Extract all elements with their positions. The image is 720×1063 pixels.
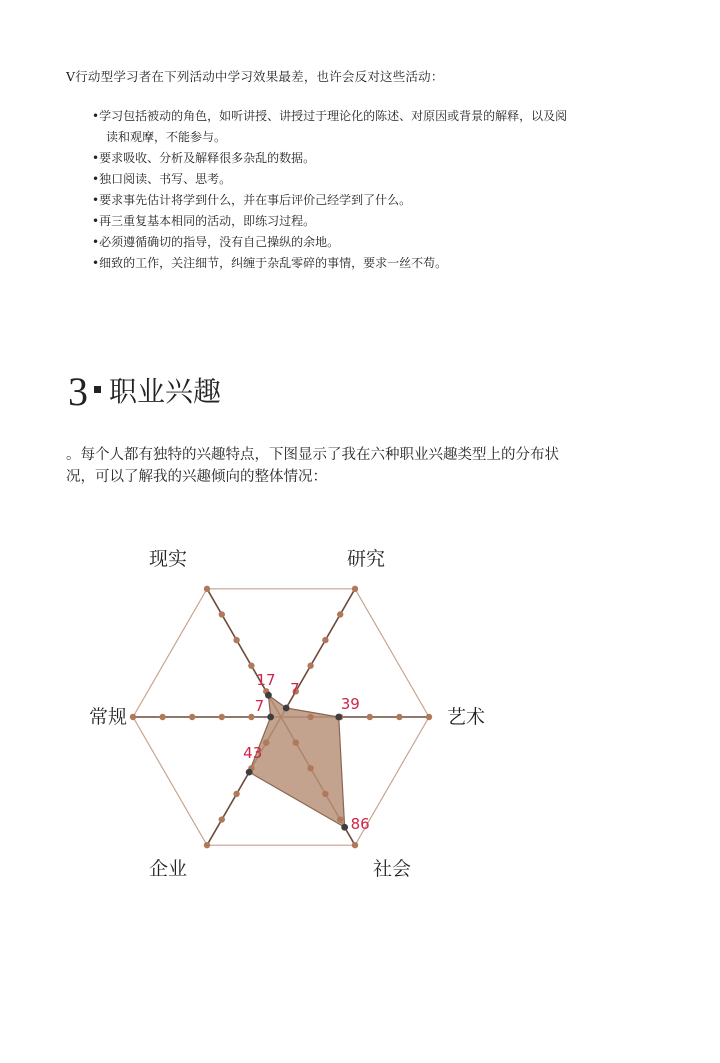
list-item	[92, 253, 632, 274]
bullet-marker: •	[92, 235, 100, 249]
radar-tick-dot	[322, 791, 328, 797]
section-heading	[68, 369, 222, 414]
radar-tick-dot	[367, 714, 373, 720]
list-item	[92, 190, 632, 211]
list-item	[92, 106, 632, 148]
radar-tick-dot	[219, 816, 225, 822]
bullet-text: 再三重复基本相同的活动，即练习过程。	[99, 214, 316, 228]
radar-tick-dot	[307, 714, 313, 720]
section-number: 3	[68, 369, 88, 414]
bullet-marker: •	[92, 172, 100, 186]
radar-tick-dot	[233, 637, 239, 643]
bullet-text: 细致的工作，关注细节，纠缠于杂乱零碎的事情，要求一丝不苟。	[99, 256, 448, 270]
bullet-list	[92, 106, 632, 274]
radar-value-label: 7	[254, 697, 265, 715]
radar-chart	[0, 540, 720, 900]
radar-tick-dot	[307, 765, 313, 771]
radar-value-label: 43	[243, 744, 263, 763]
bullet-marker: •	[92, 214, 100, 228]
radar-value-label: 86	[350, 815, 370, 834]
radar-value-polygon	[249, 695, 344, 827]
radar-value-point	[267, 714, 274, 721]
section-title: 职业兴趣	[109, 375, 222, 408]
radar-tick-dot	[159, 714, 165, 720]
intro-text: V行动型学习者在下列活动中学习效果最差，也许会反对这些活动：	[66, 69, 444, 84]
section-bullet-icon	[94, 386, 101, 393]
radar-tick-dot	[204, 586, 210, 592]
bullet-marker: •	[92, 151, 100, 165]
radar-tick-dot	[130, 714, 136, 720]
radar-axis-label: 常规	[88, 706, 127, 728]
radar-tick-dot	[248, 663, 254, 669]
radar-tick-dot	[233, 791, 239, 797]
bullet-text: 必须遵循确切的指导，没有自己操纵的余地。	[99, 235, 340, 249]
radar-tick-dot	[337, 611, 343, 617]
paragraph-line-2: 况，可以了解我的兴趣倾向的整体情况：	[66, 469, 327, 485]
radar-tick-dot	[219, 611, 225, 617]
radar-tick-dot	[204, 842, 210, 848]
radar-tick-dot	[426, 714, 432, 720]
radar-tick-dot	[352, 586, 358, 592]
radar-value-point	[335, 714, 342, 721]
list-item	[92, 232, 632, 253]
list-item	[92, 148, 632, 169]
radar-value-label: 39	[340, 695, 360, 713]
radar-axis-label: 社会	[373, 858, 412, 881]
radar-axis-label: 研究	[347, 547, 386, 570]
radar-tick-dot	[307, 663, 313, 669]
bullet-continuation: 读和观摩，不能参与。	[106, 130, 227, 144]
radar-value-point	[246, 769, 253, 776]
bullet-text: 要求事先估计将学到什么，并在事后评价己经学到了什么。	[99, 193, 412, 207]
radar-axis-label: 企业	[148, 858, 187, 881]
bullet-marker: •	[92, 256, 100, 270]
bullet-text: 要求吸收、分析及解释很多杂乱的数据。	[99, 151, 316, 165]
bullet-marker: •	[92, 109, 100, 123]
paragraph-line-1: 。每个人都有独特的兴趣特点，下图显示了我在六种职业兴趣类型上的分布状	[66, 447, 559, 463]
radar-axis-label: 艺术	[447, 706, 486, 728]
radar-value-point	[265, 692, 272, 699]
radar-tick-dot	[189, 714, 195, 720]
radar-value-label: 17	[256, 671, 276, 690]
radar-value-point	[341, 824, 348, 831]
bullet-marker: •	[92, 193, 100, 207]
radar-tick-dot	[219, 714, 225, 720]
radar-tick-dot	[337, 816, 343, 822]
radar-value-point	[283, 705, 290, 712]
radar-tick-dot	[248, 714, 254, 720]
radar-tick-dot	[396, 714, 402, 720]
radar-axis-label: 现实	[148, 547, 187, 570]
radar-tick-dot	[352, 842, 358, 848]
bullet-text: 学习包括被动的角色，如听讲授、讲授过于理论化的陈述、对原因或背景的解释，以及阅	[99, 109, 568, 123]
radar-tick-dot	[293, 739, 299, 745]
radar-tick-dot	[322, 637, 328, 643]
intro-paragraph	[66, 444, 626, 488]
radar-area	[249, 695, 344, 827]
list-item	[92, 211, 632, 232]
radar-tick-dot	[263, 739, 269, 745]
bullet-text: 独口阅读、书写、思考。	[99, 172, 232, 186]
radar-value-label: 7	[290, 680, 300, 699]
list-item	[92, 169, 632, 190]
